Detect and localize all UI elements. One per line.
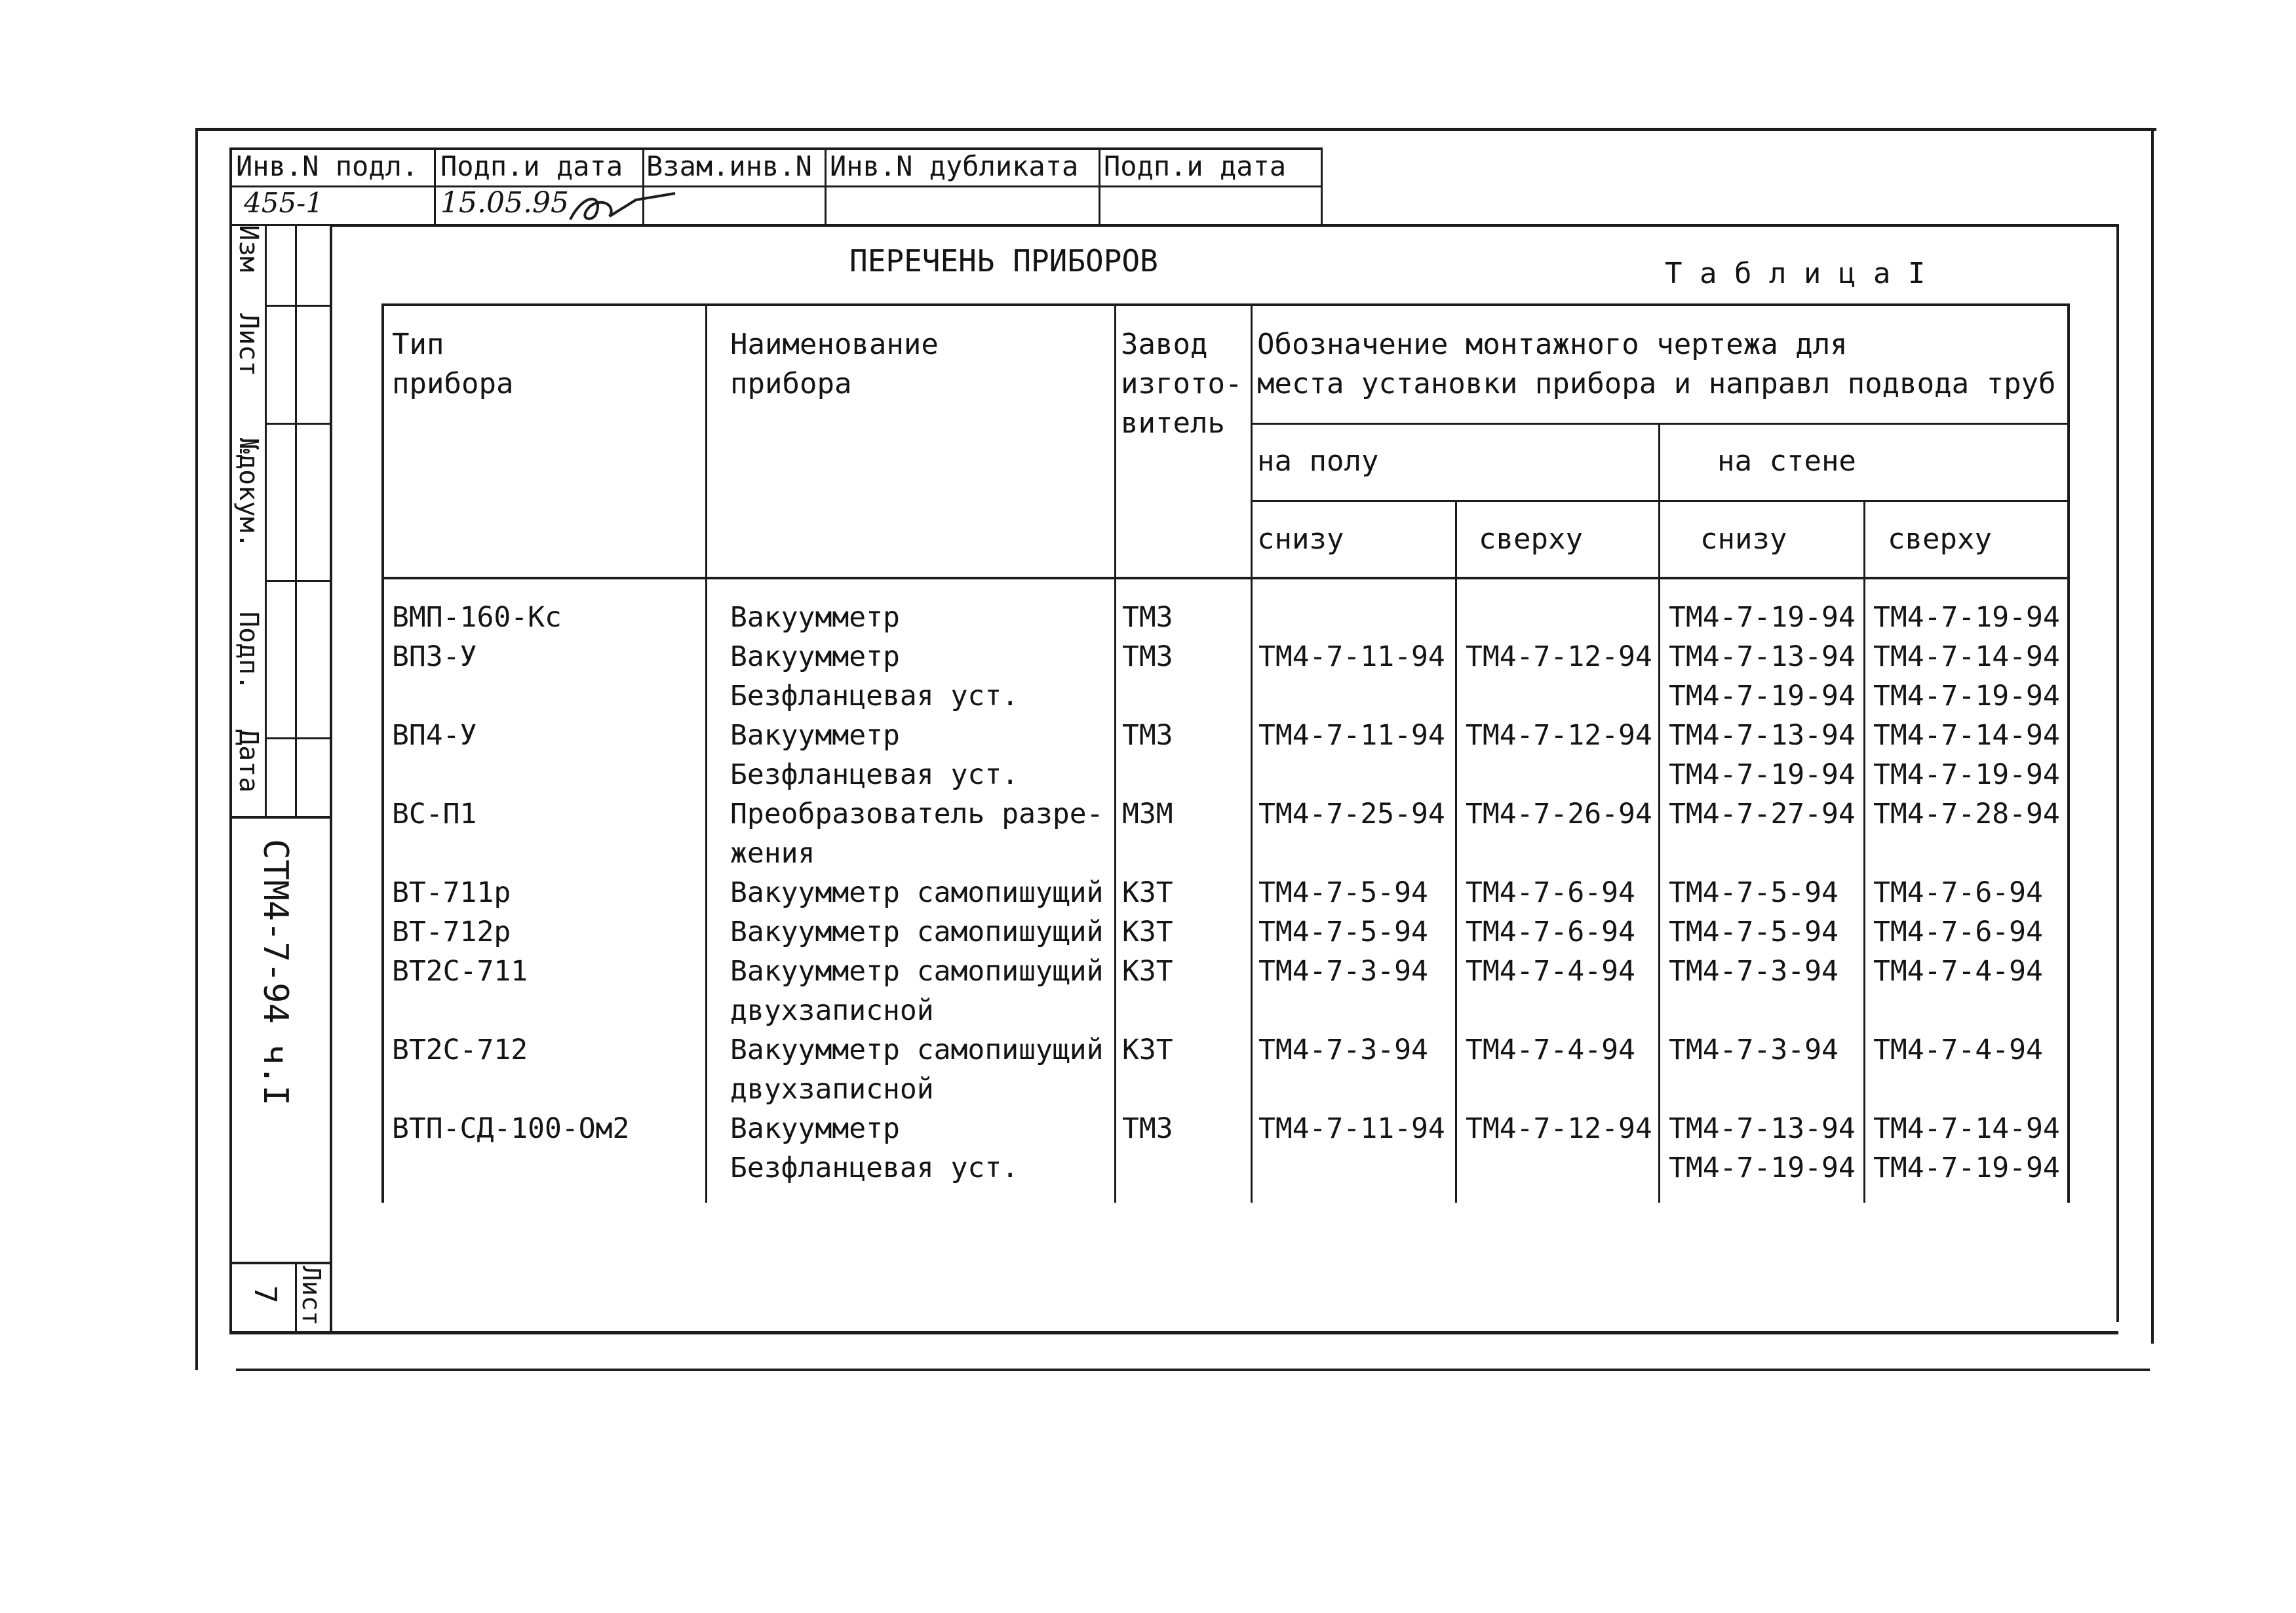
floor-below-cell: ТМ4-7-11-94 [1258,640,1445,673]
maker-cell: МЗМ [1122,798,1173,830]
maker-cell: ТМЗ [1122,1112,1173,1145]
header-maker-2: изгото- [1121,367,1243,400]
inner-frame-bottom [229,1331,2118,1334]
maker-cell: КЗТ [1122,876,1173,909]
table-label: Т а б л и ц а I [1665,257,1926,290]
inner-frame-left [330,224,332,1333]
name-cell: Безфланцевая уст. [730,1152,1019,1184]
maker-cell: ТМЗ [1122,719,1173,752]
inner-frame-right [2116,224,2119,1322]
stamp-value-inv-orig: 455-1 [244,187,324,219]
floor-below-cell: ТМ4-7-3-94 [1258,955,1428,988]
header-floor-below: снизу [1257,522,1344,556]
wall-above-cell: ТМ4-7-6-94 [1873,876,2043,909]
name-cell: Вакуумметр самопишущий [730,876,1104,909]
maker-cell: КЗТ [1122,955,1173,988]
floor-above-cell: ТМ4-7-26-94 [1466,798,1652,830]
name-cell: Вакуумметр самопишущий [730,955,1104,988]
header-wall-below: снизу [1700,522,1787,556]
name-cell: жения [730,837,815,870]
name-cell: Вакуумметр самопишущий [730,916,1104,948]
margin-label-date: Дата [233,729,263,793]
sheet-number: 7 [248,1285,283,1304]
margin-label-doc-no: №докум. [233,438,263,549]
floor-below-cell: ТМ4-7-5-94 [1258,876,1428,909]
stamp-header-sign-date-2: Подп.и дата [1104,150,1287,182]
floor-below-cell: ТМ4-7-5-94 [1258,916,1428,948]
outer-frame-left [195,128,198,1370]
header-drawing-2: места установки прибора и направл подвода труб [1257,367,2056,400]
header-maker-1: Завод [1121,328,1208,361]
type-cell: ВТ-712р [392,916,511,948]
header-maker-3: витель [1121,406,1225,440]
header-type-2: прибора [392,367,514,400]
wall-above-cell: ТМ4-7-19-94 [1873,758,2060,791]
header-type-1: Тип [392,328,444,361]
stamp-header-sign-date: Подп.и дата [440,150,623,182]
wall-below-cell: ТМ4-7-13-94 [1669,719,1856,752]
outer-frame-top [197,128,2156,131]
wall-below-cell: ТМ4-7-3-94 [1669,1034,1839,1066]
wall-above-cell: ТМ4-7-14-94 [1873,640,2060,673]
wall-below-cell: ТМ4-7-13-94 [1669,640,1856,673]
name-cell: Безфланцевая уст. [730,758,1019,791]
signature-mark [564,187,682,226]
name-cell: Вакуумметр [730,1112,900,1145]
wall-above-cell: ТМ4-7-4-94 [1873,1034,2043,1066]
wall-below-cell: ТМ4-7-19-94 [1669,1152,1856,1184]
maker-cell: КЗТ [1122,1034,1173,1066]
floor-above-cell: ТМ4-7-4-94 [1466,955,1635,988]
type-cell: ВМП-160-Кс [392,601,562,634]
name-cell: Вакуумметр [730,640,900,673]
type-cell: ВПЗ-У [392,640,477,673]
type-cell: ВТ-711р [392,876,511,909]
wall-above-cell: ТМ4-7-28-94 [1873,798,2060,830]
name-cell: Вакуумметр [730,601,900,634]
margin-label-izm: Изм [233,225,263,273]
header-drawing-1: Обозначение монтажного чертежа для [1257,328,1848,361]
stamp-header-replace-inv: Взам.инв.N [646,150,812,182]
floor-below-cell: ТМ4-7-11-94 [1258,1112,1445,1145]
name-cell: Вакуумметр самопишущий [730,1034,1104,1066]
maker-cell: ТМЗ [1122,640,1173,673]
floor-below-cell: ТМ4-7-3-94 [1258,1034,1428,1066]
name-cell: двухзаписной [730,1073,934,1106]
wall-below-cell: ТМ4-7-5-94 [1669,916,1839,948]
floor-above-cell: ТМ4-7-6-94 [1466,916,1635,948]
document-title: ПЕРЕЧЕНЬ ПРИБОРОВ [849,243,1158,279]
stamp-header-inv-orig: Инв.N подл. [236,150,419,182]
sheet-label: Лист [297,1266,326,1326]
margin-label-list: Лист [233,313,263,377]
floor-above-cell: ТМ4-7-6-94 [1466,876,1635,909]
floor-above-cell: ТМ4-7-12-94 [1466,640,1652,673]
wall-below-cell: ТМ4-7-27-94 [1669,798,1856,830]
header-floor: на полу [1257,444,1379,478]
document-code: СТМ4-7-94 ч.I [256,839,295,1106]
header-name-1: Наименование [730,328,939,361]
floor-below-cell: ТМ4-7-25-94 [1258,798,1445,830]
outer-frame-right [2151,128,2154,1344]
type-cell: ВП4-У [392,719,477,752]
wall-above-cell: ТМ4-7-19-94 [1873,1152,2060,1184]
wall-above-cell: ТМ4-7-19-94 [1873,601,2060,634]
header-wall-above: сверху [1888,522,1992,556]
floor-above-cell: ТМ4-7-12-94 [1466,719,1652,752]
floor-above-cell: ТМ4-7-4-94 [1466,1034,1635,1066]
wall-above-cell: ТМ4-7-14-94 [1873,719,2060,752]
outer-frame-bottom [236,1369,2150,1371]
type-cell: ВТ2С-712 [392,1034,528,1066]
wall-below-cell: ТМ4-7-19-94 [1669,601,1856,634]
name-cell: Преобразователь разре- [730,798,1104,830]
maker-cell: КЗТ [1122,916,1173,948]
header-name-2: прибора [730,367,852,400]
floor-above-cell: ТМ4-7-12-94 [1466,1112,1652,1145]
wall-above-cell: ТМ4-7-4-94 [1873,955,2043,988]
floor-below-cell: ТМ4-7-11-94 [1258,719,1445,752]
name-cell: двухзаписной [730,994,934,1027]
wall-below-cell: ТМ4-7-19-94 [1669,680,1856,712]
type-cell: ВС-П1 [392,798,477,830]
stamp-value-date: 15.05.95 [440,186,569,220]
type-cell: ВТП-СД-100-Ом2 [392,1112,630,1145]
wall-below-cell: ТМ4-7-5-94 [1669,876,1839,909]
type-cell: ВТ2С-711 [392,955,528,988]
header-floor-above: сверху [1479,522,1583,556]
name-cell: Вакуумметр [730,719,900,752]
wall-above-cell: ТМ4-7-6-94 [1873,916,2043,948]
wall-below-cell: ТМ4-7-13-94 [1669,1112,1856,1145]
wall-below-cell: ТМ4-7-3-94 [1669,955,1839,988]
margin-label-sign: Подп. [233,612,263,691]
name-cell: Безфланцевая уст. [730,680,1019,712]
stamp-header-inv-duplicate: Инв.N дубликата [830,150,1079,182]
maker-cell: ТМЗ [1122,601,1173,634]
wall-below-cell: ТМ4-7-19-94 [1669,758,1856,791]
wall-above-cell: ТМ4-7-14-94 [1873,1112,2060,1145]
wall-above-cell: ТМ4-7-19-94 [1873,680,2060,712]
header-wall: на стене [1717,444,1856,478]
